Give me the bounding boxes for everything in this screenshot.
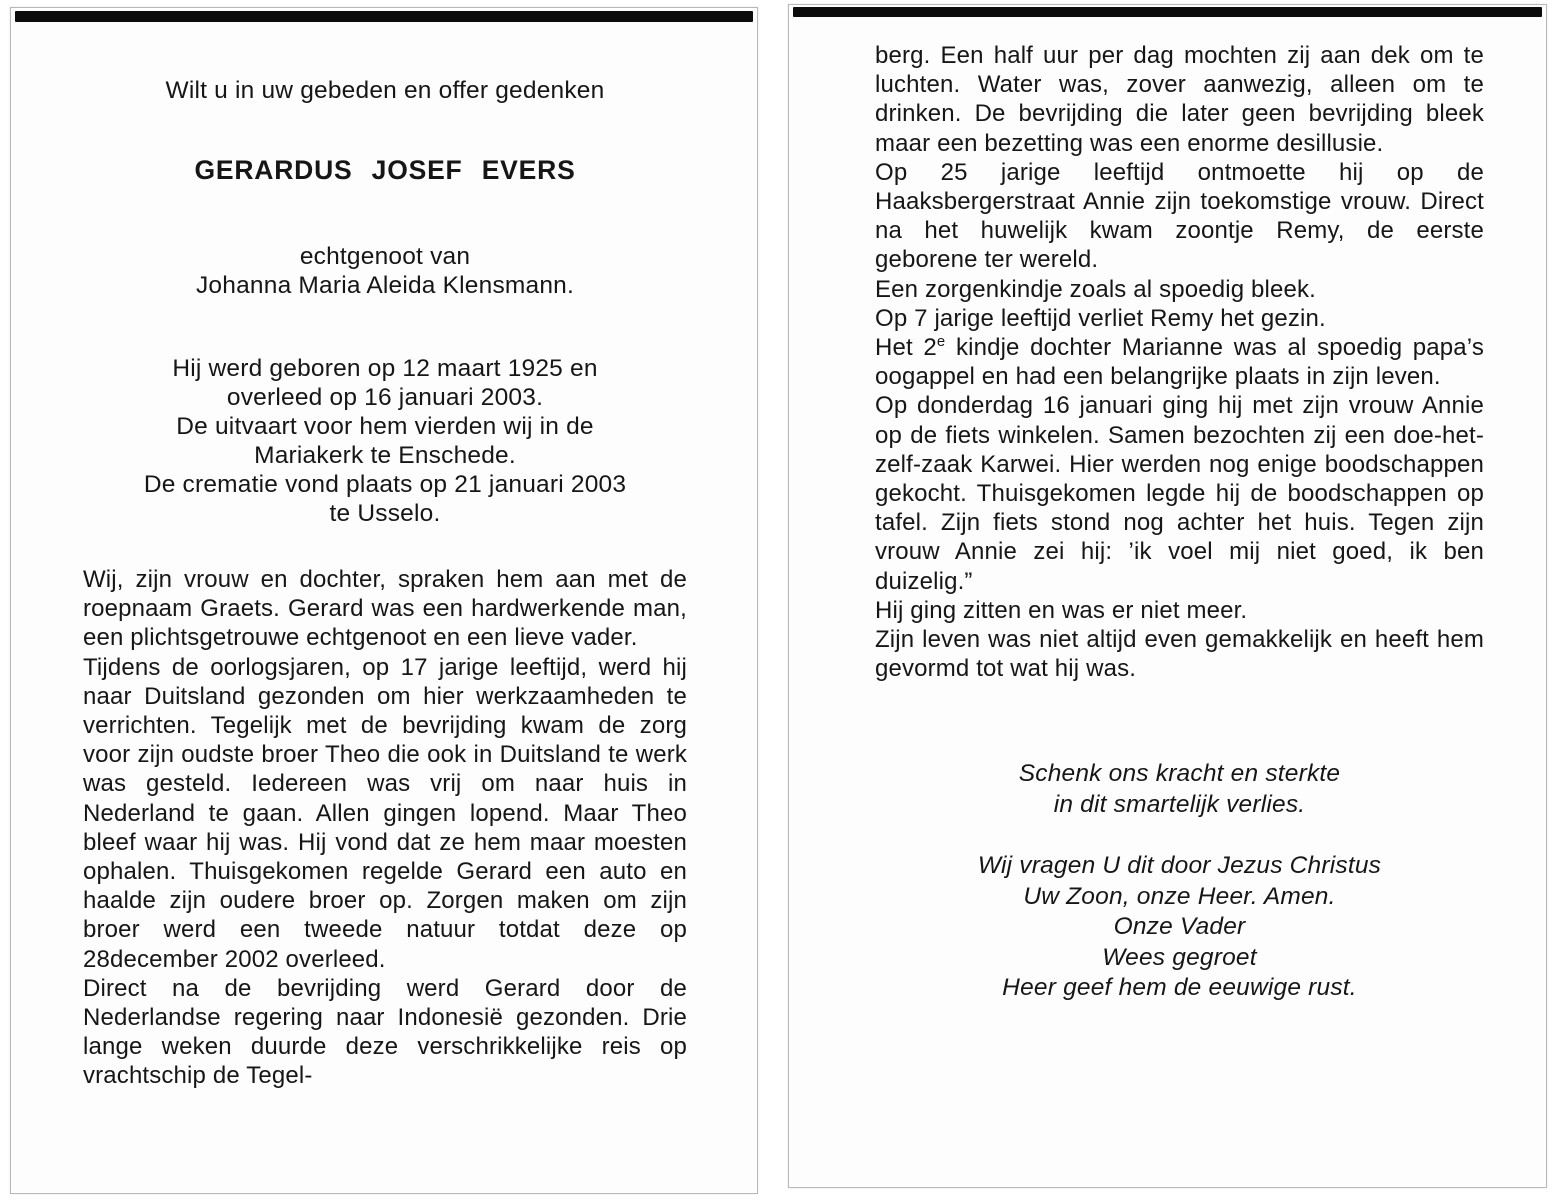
left-page-body [83,565,687,1091]
right-page-content [789,5,1546,1004]
birth-line: Hij werd geboren op 12 maart 1925 en [172,355,598,382]
spouse-block [83,242,687,300]
funeral-line-2: Mariakerk te Enschede. [254,442,516,469]
cremation-line-1: De crematie vond plaats op 21 januari 2003 [143,471,627,498]
paragraph-remy: Op 7 jarige leeftijd verliet Remy het gezin. [875,304,1326,332]
prayer-strength [875,759,1484,820]
paragraph-marianne [875,333,1484,391]
paragraph-donderdag: Op donderdag 16 januari ging hij met zijn vrouw Annie op de fiets winkelen. Samen bezochten zij een doe-het-zelf-zaak Karwei. Hier werden nog enige boodschappen gekocht. Thuisgekomen legde hij de boodschappen op tafel. Zijn fiets stond nog achter het huis. Tegen zijn vrouw Annie zei hij: ’ik voel mij niet goed, ik ben duizelig.” [875,392,1484,595]
paragraph-zorgenkindje: Een zorgenkindje zoals al spoedig bleek. [875,275,1316,303]
paragraph-roepnaam: Wij, zijn vrouw en dochter, spraken hem aan met de roepnaam Graets. Gerard was een hardwerkende man, een plichtsgetrouwe echtgenoot en een lieve vader. [83,566,687,652]
prayer-line: Uw Zoon, onze Heer. Amen. [1023,882,1336,910]
memorial-card-left-page [10,7,758,1194]
prayer-line: Wij vragen U dit door Jezus Christus [977,852,1382,880]
prayer-line: Schenk ons kracht en sterkte [1018,760,1341,788]
paragraph-zitten: Hij ging zitten en was er niet meer. [875,596,1248,624]
intro-line: Wilt u in uw gebeden en offer gedenken [165,77,605,104]
prayer-closing [875,851,1484,1004]
paragraph-oorlogsjaren: Tijdens de oorlogsjaren, op 17 jarige leeftijd, werd hij naar Duitsland gezonden om hier werkzaamheden te verrichten. Tegelijk met de bevrijding kwam de zorg voor zijn oudste broer Theo die ook in Duitsland te werk was gesteld. Iedereen was vrij om naar huis in Nederland te gaan. Allen gingen lopend. Maar Theo bleef waar hij was. Hij vond dat ze hem maar moesten ophalen. Thuisgekomen regelde Gerard een auto en haalde zijn oudere broer op. Zorgen maken om zijn broer werd een tweede natuur totdat deze op 28december 2002 overleed. [83,653,687,973]
prayer-line: Onze Vader [1113,913,1246,941]
funeral-line-1: De uitvaart voor hem vierden wij in de [176,413,594,440]
death-line: overleed op 16 januari 2003. [226,384,544,411]
prayer-line: Heer geef hem de eeuwige rust. [1002,974,1357,1002]
memorial-card-right-page [788,4,1547,1188]
prayer-line: Wees gegroet [1102,943,1257,971]
marianne-text-before: Het 2 [875,334,937,362]
scan-edge-artifact [793,7,1542,17]
scan-edge-artifact [15,11,753,22]
right-page-body [875,41,1484,683]
prayer-line: in dit smartelijk verlies. [1053,790,1306,818]
paragraph-leven: Zijn leven was niet altijd even gemakkelijk en heeft hem gevormd tot wat hij was. [875,626,1484,683]
marianne-superscript: e [936,334,946,351]
paragraph-indonesie: Direct na de bevrijding werd Gerard door de Nederlandse regering naar Indonesië gezonden. Drie lange weken duurde deze verschrikkelijke reis op vrachtschip de Tegel- [83,974,687,1090]
dates-block [83,354,687,528]
spouse-name-line: Johanna Maria Aleida Klensmann. [195,272,575,299]
paragraph-tegelberg: berg. Een half uur per dag mochten zij aan dek om te luchten. Water was, zover aanwezig, alleen om te drinken. De bevrijding die later geen bevrijding bleek maar een bezetting was een enorme desillusie. [875,42,1484,157]
paragraph-annie: Op 25 jarige leeftijd ontmoette hij op de Haaksbergerstraat Annie zijn toekomstige vrouw. Direct na het huwelijk kwam zoontje Remy, de eerste geborene ter wereld. [875,158,1484,274]
marianne-text-after: kindje dochter Marianne was al spoedig papa’s oogappel en had een belangrijke plaats in zijn leven. [875,334,1484,391]
spouse-intro-line: echtgenoot van [299,243,471,270]
deceased-name: GERARDUS JOSEF EVERS [194,155,576,185]
cremation-line-2: te Usselo. [329,500,441,527]
left-page-content [11,8,757,1091]
